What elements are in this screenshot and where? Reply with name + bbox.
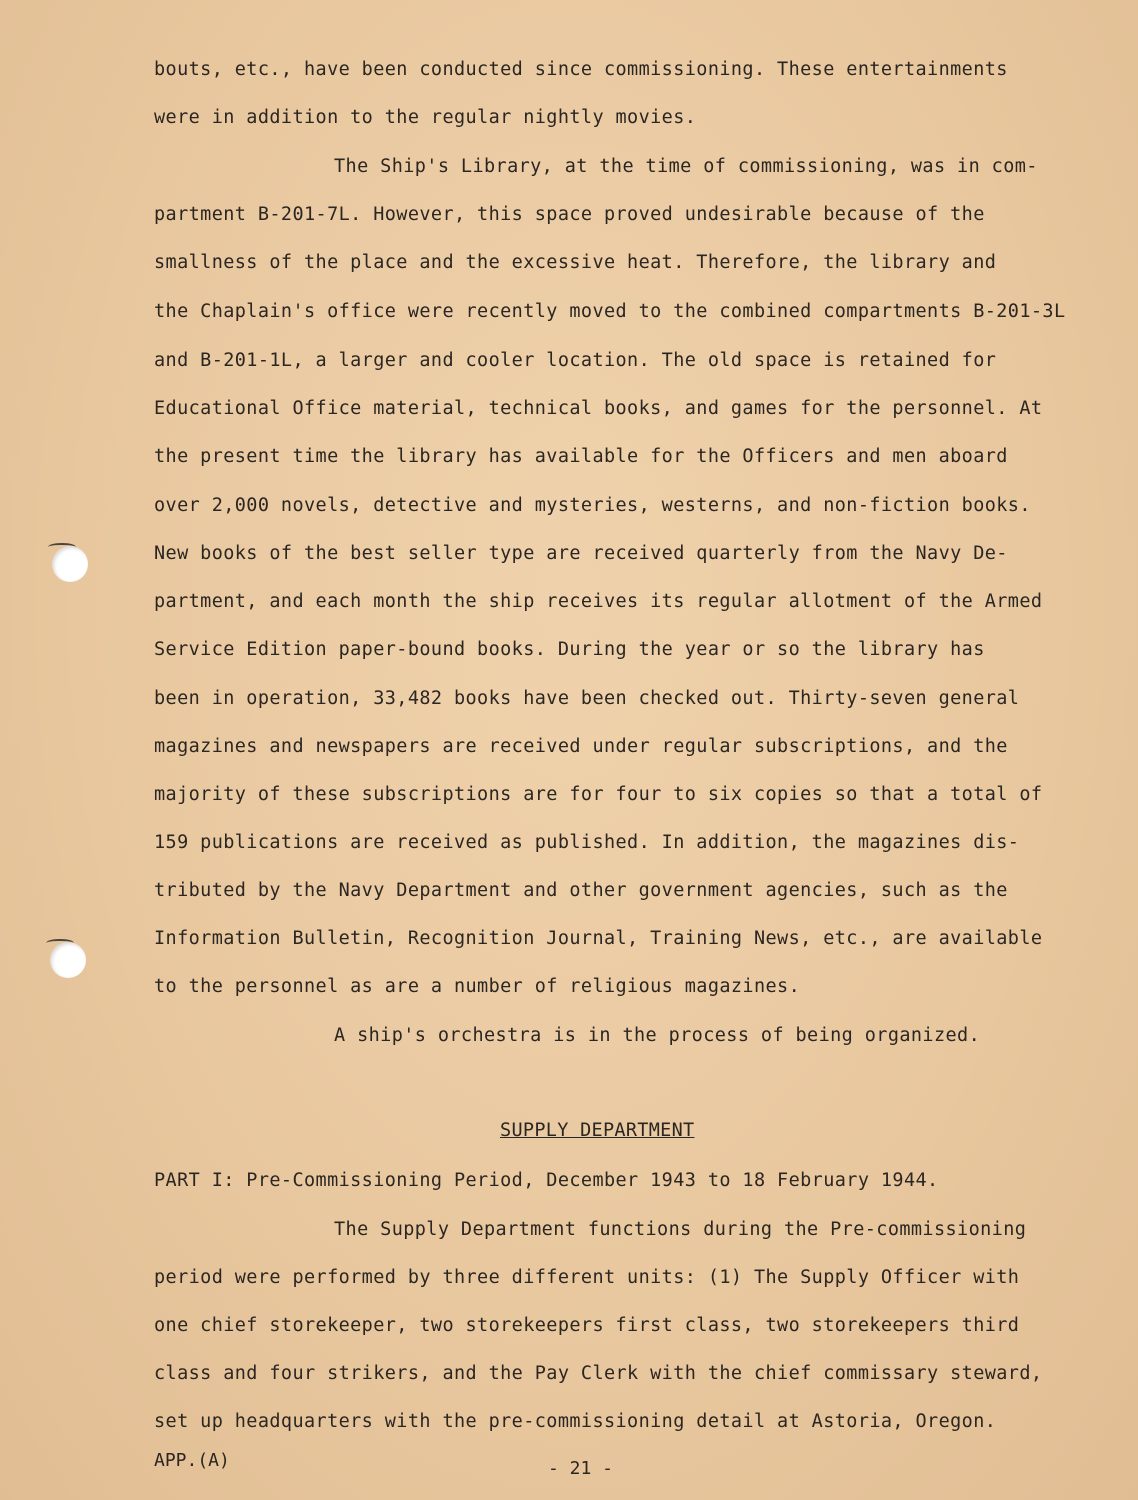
text-line: over 2,000 novels, detective and mysteries, westerns, and non-fiction books. bbox=[154, 495, 1031, 516]
text-line: bouts, etc., have been conducted since commissioning. These entertainments bbox=[154, 59, 1008, 80]
text-line: partment B-201-7L. However, this space proved undesirable because of the bbox=[154, 204, 985, 225]
page-number: - 21 - bbox=[548, 1458, 614, 1479]
text-line: to the personnel as are a number of religious magazines. bbox=[154, 976, 801, 997]
text-line: class and four strikers, and the Pay Clerk with the chief commissary steward, bbox=[154, 1363, 1043, 1384]
text-line: and B-201-1L, a larger and cooler location. The old space is retained for bbox=[154, 350, 997, 371]
text-line: majority of these subscriptions are for four to six copies so that a total of bbox=[154, 784, 1043, 805]
section-heading: SUPPLY DEPARTMENT bbox=[500, 1120, 695, 1141]
text-line: the present time the library has available for the Officers and men aboard bbox=[154, 446, 1008, 467]
text-line: smallness of the place and the excessive heat. Therefore, the library and bbox=[154, 252, 997, 273]
text-line: New books of the best seller type are received quarterly from the Navy De- bbox=[154, 543, 1008, 564]
text-line: magazines and newspapers are received under regular subscriptions, and the bbox=[154, 736, 1008, 757]
text-line: 159 publications are received as published. In addition, the magazines dis- bbox=[154, 832, 1020, 853]
punch-hole-lower bbox=[50, 942, 86, 978]
text-line: one chief storekeeper, two storekeepers first class, two storekeepers third bbox=[154, 1315, 1020, 1336]
text-line: set up headquarters with the pre-commissioning detail at Astoria, Oregon. bbox=[154, 1411, 997, 1432]
paragraph-start-line: The Ship's Library, at the time of commissioning, was in com- bbox=[334, 156, 1038, 177]
text-line: tributed by the Navy Department and other government agencies, such as the bbox=[154, 880, 1008, 901]
text-line: Information Bulletin, Recognition Journal, Training News, etc., are available bbox=[154, 928, 1043, 949]
text-line: been in operation, 33,482 books have been checked out. Thirty-seven general bbox=[154, 688, 1020, 709]
punch-hole-upper bbox=[52, 546, 88, 582]
appendix-reference: APP.(A) bbox=[154, 1450, 230, 1471]
text-line: Service Edition paper-bound books. During the year or so the library has bbox=[154, 639, 985, 660]
paragraph-start-line: A ship's orchestra is in the process of being organized. bbox=[334, 1025, 981, 1046]
part-heading: PART I: Pre-Commissioning Period, December 1943 to 18 February 1944. bbox=[154, 1170, 939, 1191]
paragraph-start-line: The Supply Department functions during the Pre-commissioning bbox=[334, 1219, 1027, 1240]
text-line: were in addition to the regular nightly movies. bbox=[154, 107, 697, 128]
text-line: Educational Office material, technical books, and games for the personnel. At bbox=[154, 398, 1043, 419]
punch-hole-mark-upper bbox=[48, 543, 76, 551]
text-line: partment, and each month the ship receives its regular allotment of the Armed bbox=[154, 591, 1043, 612]
punch-hole-mark-lower bbox=[46, 939, 74, 947]
text-line: the Chaplain's office were recently moved to the combined compartments B-201-3L bbox=[154, 301, 1066, 322]
text-line: period were performed by three different units: (1) The Supply Officer with bbox=[154, 1267, 1020, 1288]
